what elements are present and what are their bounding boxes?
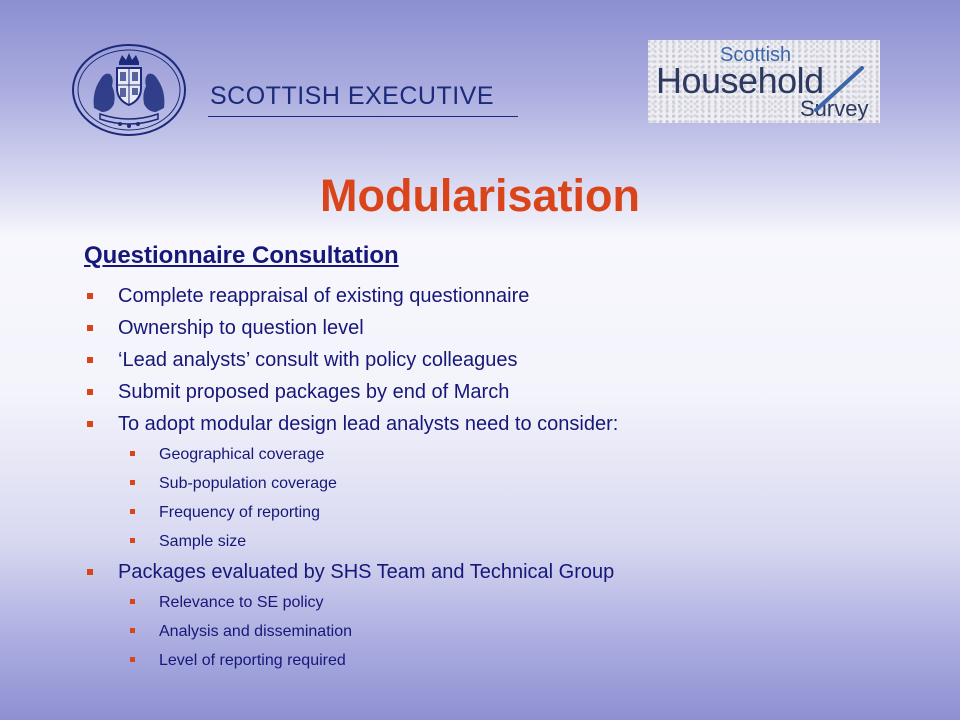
sub-list-item (84, 440, 944, 469)
list-item (84, 312, 944, 344)
square-bullet-icon (130, 509, 135, 514)
square-bullet-icon (130, 451, 135, 456)
logo-word-household: Household (656, 60, 824, 101)
list-item (84, 280, 944, 312)
sub-list-item (84, 646, 944, 675)
scottish-household-survey-logo (648, 40, 880, 123)
logo-slash-icon (648, 40, 880, 123)
sub-list-item (84, 588, 944, 617)
list-item-text: Submit proposed packages by end of March (118, 381, 510, 403)
sub-list-item (84, 469, 944, 498)
square-bullet-icon (87, 293, 93, 299)
square-bullet-icon (87, 421, 93, 427)
square-bullet-icon (87, 389, 93, 395)
square-bullet-icon (87, 357, 93, 363)
list-item (84, 556, 944, 588)
list-item-text: To adopt modular design lead analysts need to consider: (118, 413, 619, 435)
list-item-text: Complete reappraisal of existing questionnaire (118, 285, 530, 307)
square-bullet-icon (87, 325, 93, 331)
list-item-text: Relevance to SE policy (159, 594, 324, 611)
list-item (84, 408, 944, 440)
sub-list-item (84, 617, 944, 646)
sub-list-item (84, 498, 944, 527)
square-bullet-icon (130, 657, 135, 662)
list-item-text: Packages evaluated by SHS Team and Technical Group (118, 561, 615, 583)
logo-word-survey: Survey (800, 96, 869, 121)
royal-coat-of-arms-icon (70, 42, 188, 138)
slide-title: Modularisation (319, 170, 640, 221)
list-item-text: Ownership to question level (118, 317, 364, 339)
list-item-text: Frequency of reporting (159, 504, 320, 521)
logo-word-scottish: Scottish (720, 44, 792, 66)
section-heading: Questionnaire Consultation (84, 242, 399, 269)
list-item-text: Sample size (159, 533, 247, 550)
header-divider (208, 116, 518, 117)
list-item-text: Level of reporting required (159, 652, 346, 669)
bullet-list (84, 280, 944, 675)
square-bullet-icon (130, 599, 135, 604)
square-bullet-icon (87, 569, 93, 575)
list-item-text: Analysis and dissemination (159, 623, 352, 640)
list-item-text: ‘Lead analysts’ consult with policy colleagues (118, 349, 518, 371)
list-item (84, 376, 944, 408)
list-item-text: Sub-population coverage (159, 475, 337, 492)
list-item-text: Geographical coverage (159, 446, 325, 463)
list-item (84, 344, 944, 376)
sub-list-item (84, 527, 944, 556)
square-bullet-icon (130, 538, 135, 543)
organisation-name: SCOTTISH EXECUTIVE (210, 82, 495, 110)
square-bullet-icon (130, 480, 135, 485)
square-bullet-icon (130, 628, 135, 633)
